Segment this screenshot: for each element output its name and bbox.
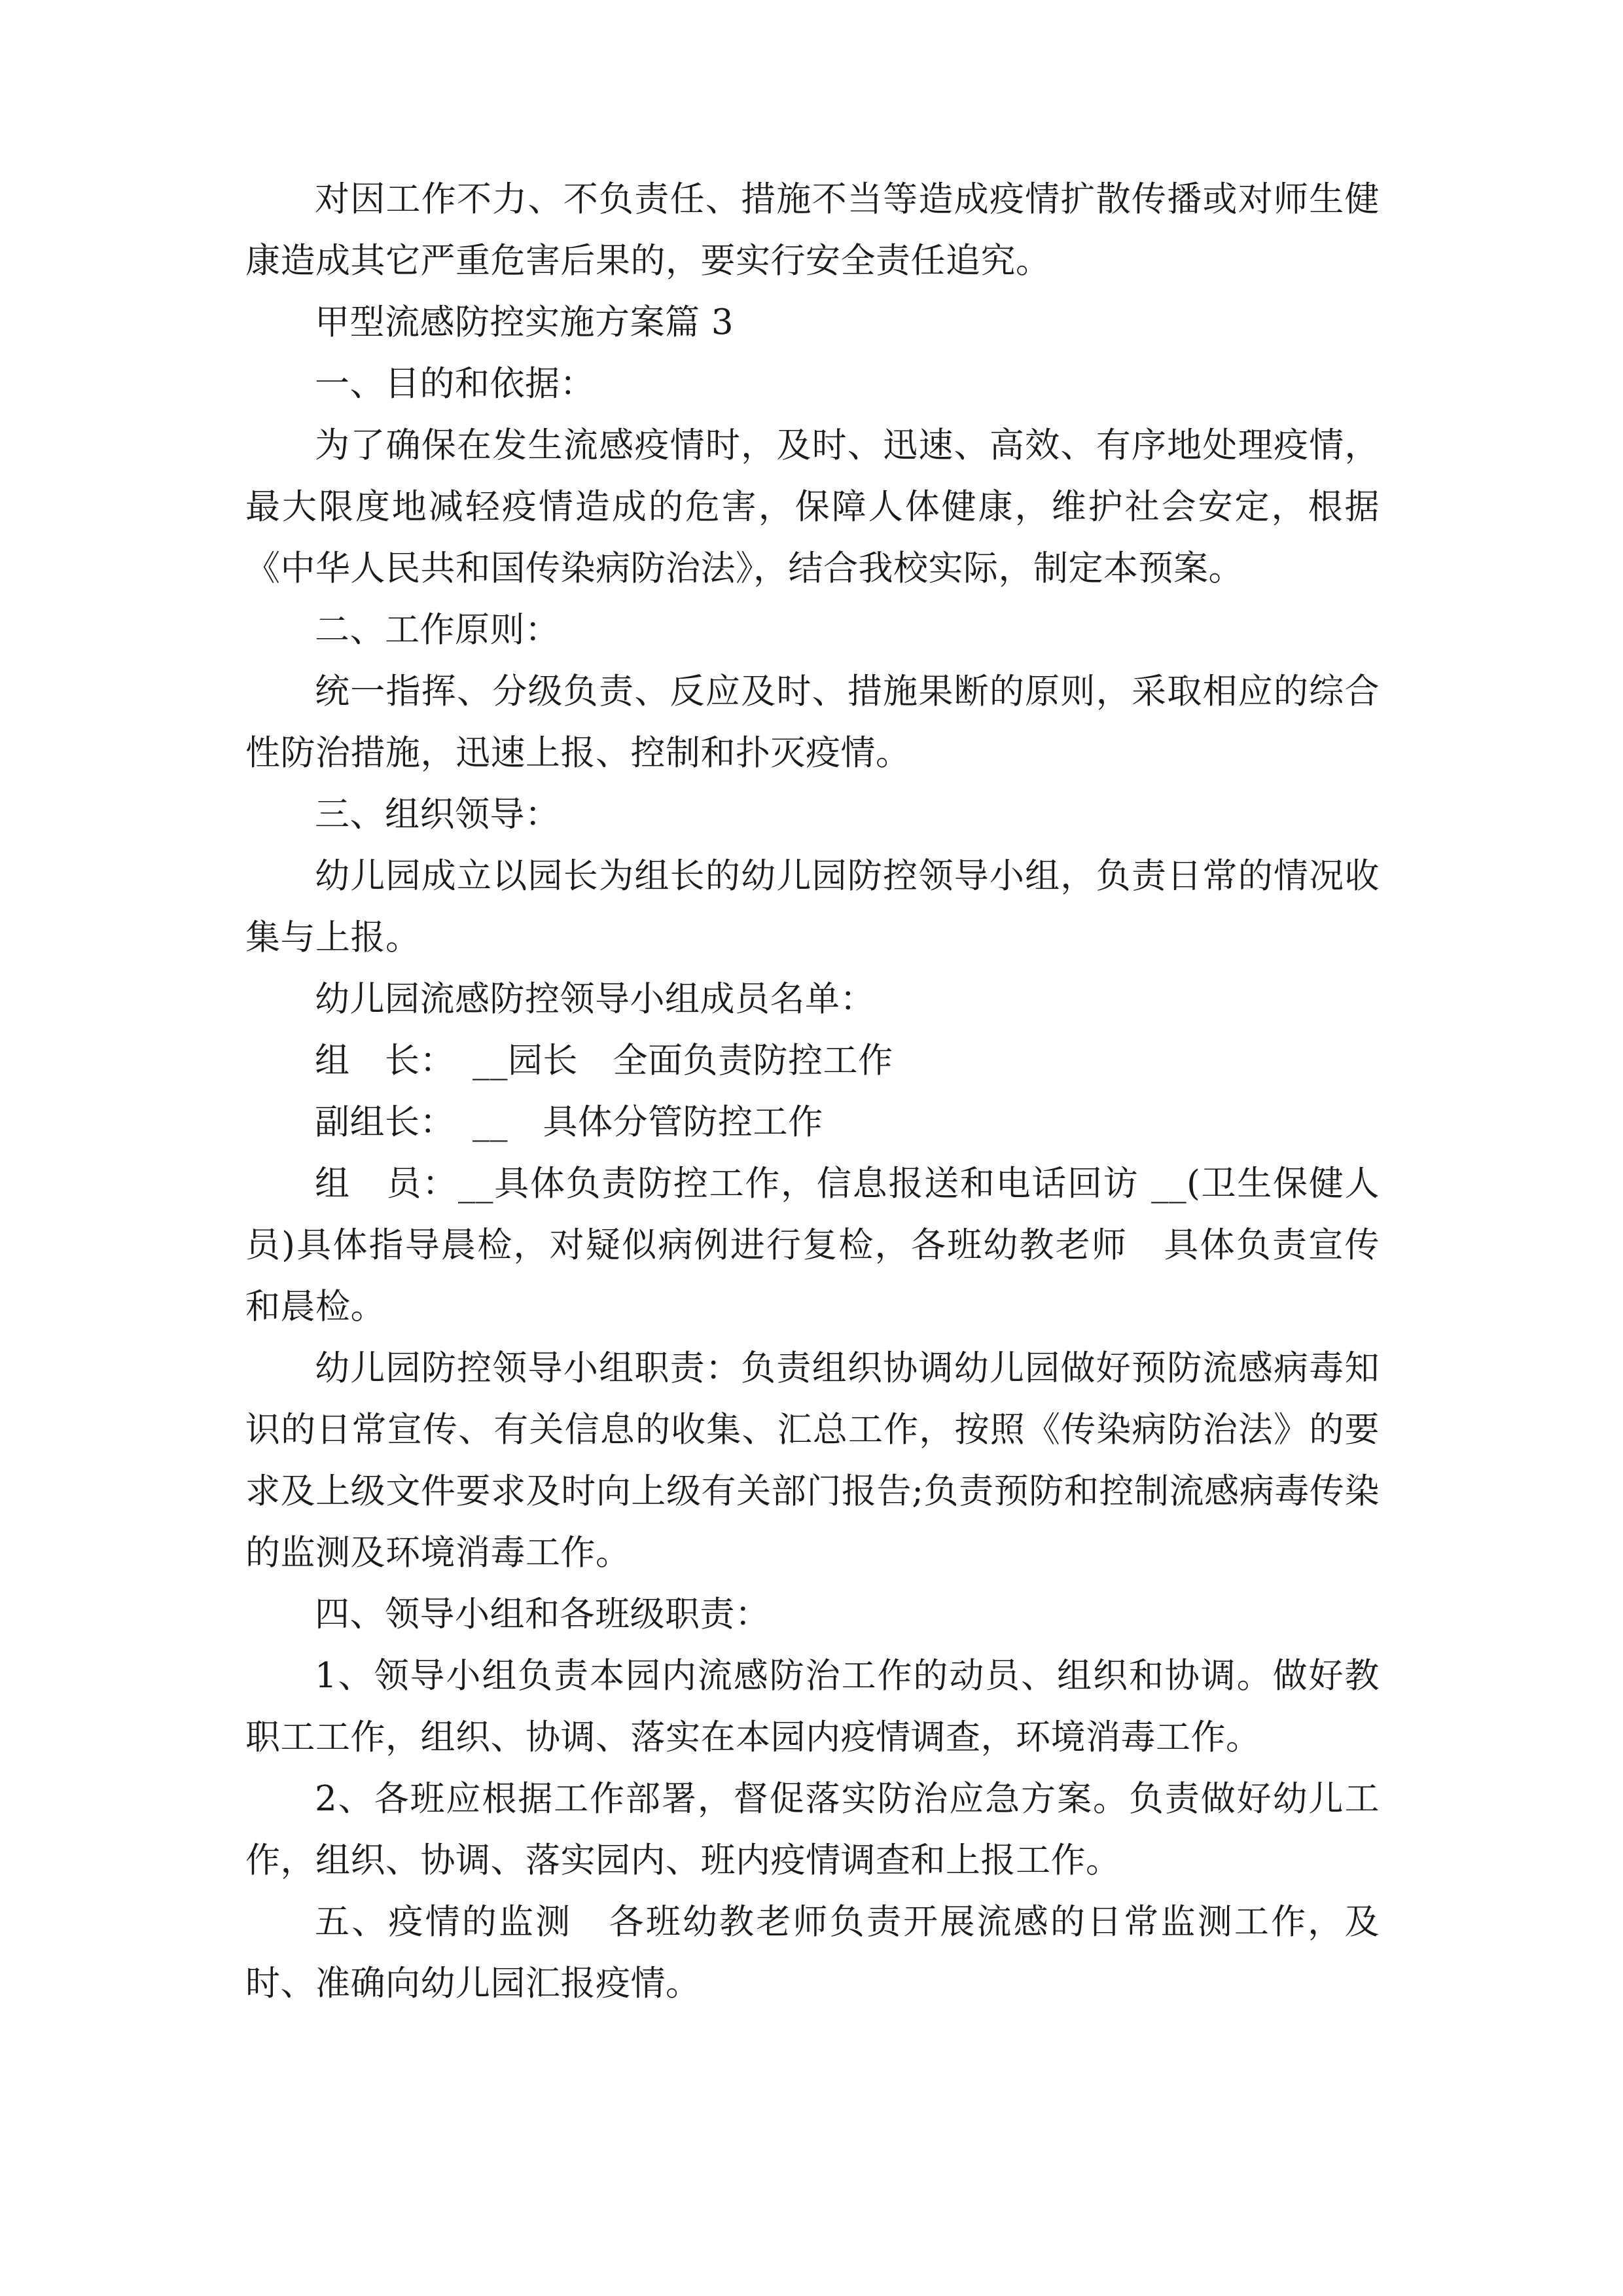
paragraph-organization: 幼儿园成立以园长为组长的幼儿园防控领导小组，负责日常的情况收集与上报。 [245,856,1380,958]
heading-organization: 三、组织领导： [315,795,560,834]
paragraph-duty-2: 2、各班应根据工作部署，督促落实防治应急方案。负责做好幼儿工作，组织、协调、落实园内、班内疫情调查和上报工作。 [245,1779,1380,1880]
section-heading-plan-3: 甲型流感防控实施方案篇 3 [315,302,734,342]
paragraph-monitoring: 五、疫情的监测 各班幼教老师负责开展流感的日常监测工作，及时、准确向幼儿园汇报疫情。 [245,1902,1380,2003]
paragraph-member-list-title: 幼儿园流感防控领导小组成员名单： [315,979,875,1019]
paragraph-principles: 统一指挥、分级负责、反应及时、措施果断的原则，采取相应的综合性防治措施，迅速上报、控制和扑灭疫情。 [245,672,1380,773]
paragraph-duty-1: 1、领导小组负责本园内流感防治工作的动员、组织和协调。做好教职工工作，组织、协调、落实在本园内疫情调查，环境消毒工作。 [245,1656,1380,1757]
heading-principles: 二、工作原则： [315,610,560,650]
document-body [245,169,1380,2015]
paragraph-purpose: 为了确保在发生流感疫情时，及时、迅速、高效、有序地处理疫情，最大限度地减轻疫情造成的危害，保障人体健康，维护社会安定，根据《中华人民共和国传染病防治法》，结合我校实际，制定本预案。 [245,425,1380,588]
paragraph-group-duties: 幼儿园防控领导小组职责：负责组织协调幼儿园做好预防流感病毒知识的日常宣传、有关信息的收集、汇总工作，按照《传染病防治法》的要求及上级文件要求及时向上级有关部门报告;负责预防和控制流感病毒传染的监测及环境消毒工作。 [245,1348,1380,1573]
heading-purpose: 一、目的和依据： [315,364,595,404]
paragraph-members: 组 员：__具体负责防控工作，信息报送和电话回访 __(卫生保健人员)具体指导晨检，对疑似病例进行复检，各班幼教老师 具体负责宣传和晨检。 [245,1164,1380,1327]
paragraph-accountability: 对因工作不力、不负责任、措施不当等造成疫情扩散传播或对师生健康造成其它严重危害后果的，要实行安全责任追究。 [245,179,1380,281]
paragraph-deputy-leader: 副组长： __ 具体分管防控工作 [315,1102,823,1142]
paragraph-group-leader: 组 长： __园长 全面负责防控工作 [315,1041,893,1081]
heading-class-duties: 四、领导小组和各班级职责： [315,1594,770,1634]
